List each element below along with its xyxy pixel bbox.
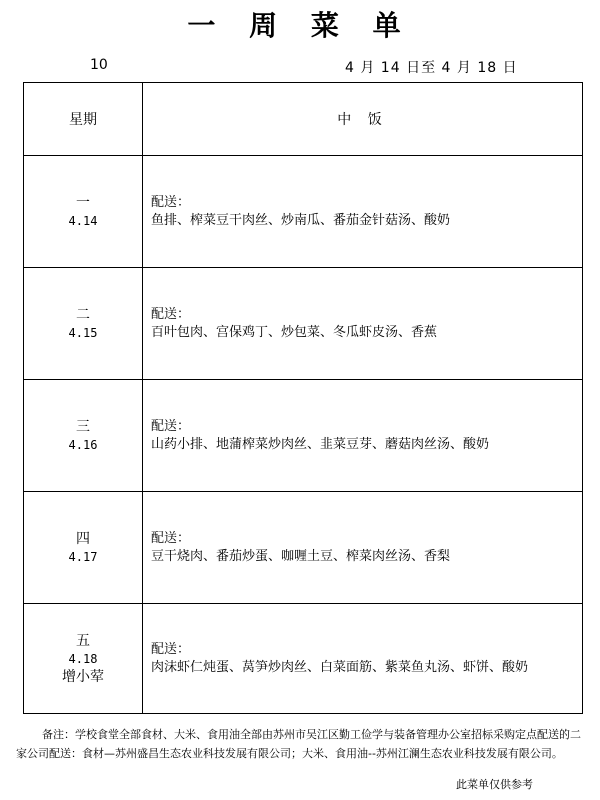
page-title: 一 周 菜 单 [187,9,413,42]
date-label: 4.16 [68,437,98,452]
day-cell-tuesday [24,268,143,380]
day-cell-friday [24,604,143,714]
weekday-label: 二 [76,306,90,323]
menu-cell-monday [143,156,583,268]
table-row [24,268,583,380]
menu-table [23,82,583,714]
date-label: 4.14 [68,213,98,228]
table-row [24,156,583,268]
header-day: 星期 [24,83,143,156]
date-label: 4.18 [68,651,98,666]
menu-cell-tuesday [143,268,583,380]
table-row [24,380,583,492]
reference-footer: 此菜单仅供参考 [456,778,533,791]
extra-label: 增小荤 [62,668,104,685]
weekday-label: 一 [76,194,90,211]
menu-cell-thursday [143,492,583,604]
delivery-label: 配送： [151,418,191,434]
delivery-label: 配送： [151,194,191,210]
dishes: 山药小排、地蒲榨菜炒肉丝、韭菜豆芽、蘑菇肉丝汤、酸奶 [151,436,490,452]
day-cell-thursday [24,492,143,604]
menu-cell-friday [143,604,583,714]
date-label: 4.17 [68,549,98,564]
dishes: 鱼排、榨菜豆干肉丝、炒南瓜、番茄金针菇汤、酸奶 [151,212,451,228]
table-header-row [24,83,583,156]
dishes: 百叶包肉、宫保鸡丁、炒包菜、冬瓜虾皮汤、香蕉 [151,324,438,340]
date-range: 4 月 14 日至 4 月 18 日 [345,60,518,76]
day-cell-wednesday [24,380,143,492]
table-row [24,492,583,604]
week-number: 10 [90,57,108,73]
delivery-label: 配送： [151,306,191,322]
weekday-label: 三 [76,418,90,435]
menu-cell-wednesday [143,380,583,492]
weekday-label: 四 [76,530,90,547]
table-row [24,604,583,714]
day-cell-monday [24,156,143,268]
dishes: 豆干烧肉、番茄炒蛋、咖喱土豆、榨菜肉丝汤、香梨 [151,548,451,564]
weekday-label: 五 [76,632,90,649]
dishes: 肉沫虾仁炖蛋、莴笋炒肉丝、白菜面筋、紫菜鱼丸汤、虾饼、酸奶 [151,659,529,675]
delivery-label: 配送： [151,641,191,657]
header-lunch: 中 饭 [143,83,583,156]
remarks-note: 备注：学校食堂全部食材、大米、食用油全部由苏州市吴江区勤工俭学与装备管理办公室招标采购定点配送的二家公司配送：食材—苏州盛昌生态农业科技发展有限公司；大米、食用油--苏州江澜生态农业科技发展有限公司。 [16,728,581,760]
date-label: 4.15 [68,325,98,340]
delivery-label: 配送： [151,530,191,546]
